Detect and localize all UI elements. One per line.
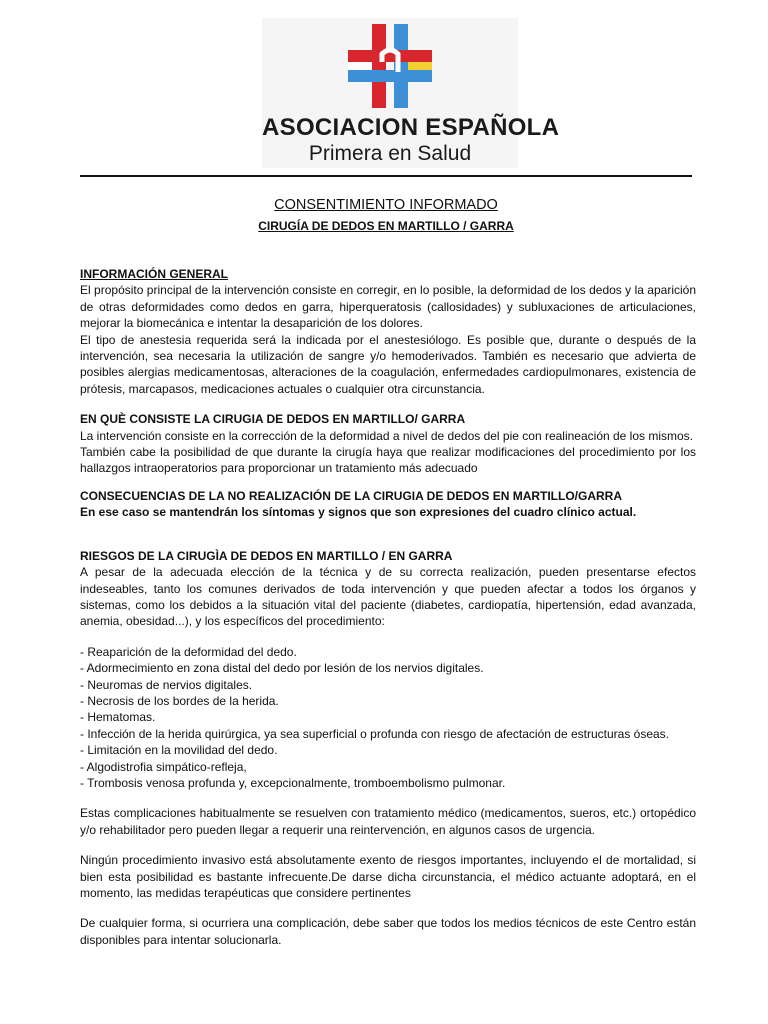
list-item: - Trombosis venosa profunda y, excepcionalmente, tromboembolismo pulmonar. [80,775,506,790]
document-title: CONSENTIMIENTO INFORMADO [274,197,498,213]
ningun-procedimiento-paragraph: Ningún procedimiento invasivo está absolutamente exento de riesgos importantes, incluyendo el de mortalidad, si bien esta posibilidad es bastante infrecuente.De darse dicha circunstancia, el médico actuante adoptará, en el momento, las medidas terapéuticas que considere pertinentes [80,853,696,900]
list-item: - Necrosis de los bordes de la herida. [80,693,279,708]
document-subtitle: CIRUGÍA DE DEDOS EN MARTILLO / GARRA [258,219,514,233]
list-item: - Adormecimiento en zona distal del dedo por lesión de los nervios digitales. [80,661,484,676]
riesgos-list [80,644,696,792]
general-paragraph-1: El propósito principal de la intervención consiste en corregir, en lo posible, la deformidad de los dedos y la aparición de otras deformidades como dedos en garra, hiperqueratosis (callosidades) y subluxaciones de articulaciones, mejorar la biomecánica e intentar la desaparición de los dolores. [80,283,696,331]
consiste-paragraph-1: La intervención consiste en la corrección de la deformidad a nivel de dedos del pie con realineación de los mismos. [80,428,694,443]
organization-logo [262,18,560,168]
consecuencias-paragraph: En ese caso se mantendrán los síntomas y signos que son expresiones del cuadro clínico actual. [80,505,637,520]
list-item: - Limitación en la movilidad del dedo. [80,743,278,758]
list-item: - Neuromas de nervios digitales. [80,677,253,692]
cross-logo-icon [346,22,434,112]
general-paragraph-2: El tipo de anestesia requerida será la indicada por el anestesiólogo. Es posible que, durante o después de la intervención, sea necesaria la utilización de sangre y/o hemoderivados. También es necesario que advierta de posibles alergias medicamentosas, alteraciones de la coagulación, enfermedades cardiopulmonares, existencia de prótesis, marcapasos, medicaciones actuales o cualquier otra circunstancia. [80,332,696,396]
section-heading-consiste: EN QUÈ CONSISTE LA CIRUGIA DE DEDOS EN MARTILLO/ GARRA [80,412,466,427]
section-heading-consecuencias: CONSECUENCIAS DE LA NO REALIZACIÓN DE LA CIRUGIA DE DEDOS EN MARTILLO/GARRA [80,488,623,503]
consiste-paragraph-2: También cabe la posibilidad de que durante la cirugía haya que realizar modificaciones del procedimiento por los hallazgos intraoperatorios para proporcionar un tratamiento más adecuado [80,445,696,476]
header-divider [80,175,692,177]
section-heading-general: INFORMACIÓN GENERAL [80,267,228,281]
list-item: - Algodistrofia simpático-refleja, [80,759,247,774]
complicaciones-paragraph: Estas complicaciones habitualmente se resuelven con tratamiento médico (medicamentos, sueros, etc.) ortopédico y/o rehabilitador pero pueden llegar a requerir una reintervención, en algunos casos de urgencia. [80,806,696,837]
organization-subtitle: Primera en Salud [308,142,472,165]
riesgos-intro: A pesar de la adecuada elección de la técnica y de su correcta realización, pueden presentarse efectos indeseables, tanto los comunes derivados de toda intervención y que pueden afectar a todos los órganos y sistemas, como los debidos a la situación vital del paciente (diabetes, cardiopatía, hipertensión, edad avanzada, anemia, obesidad...), y los específicos del procedimiento: [80,565,696,629]
organization-name: ASOCIACION ESPAÑOLA [262,114,560,141]
section-heading-riesgos: RIESGOS DE LA CIRUGÌA DE DEDOS EN MARTILLO / EN GARRA [80,548,453,563]
list-item: - Infección de la herida quirúrgica, ya sea superficial o profunda con riesgo de afectación de estructuras óseas. [80,726,670,741]
list-item: - Hematomas. [80,710,156,725]
document-body [80,266,696,948]
cualquier-forma-paragraph: De cualquier forma, si ocurriera una complicación, debe saber que todos los medios técnicos de este Centro están disponibles para intentar solucionarla. [80,916,696,947]
list-item: - Reaparición de la deformidad del dedo. [80,644,297,659]
